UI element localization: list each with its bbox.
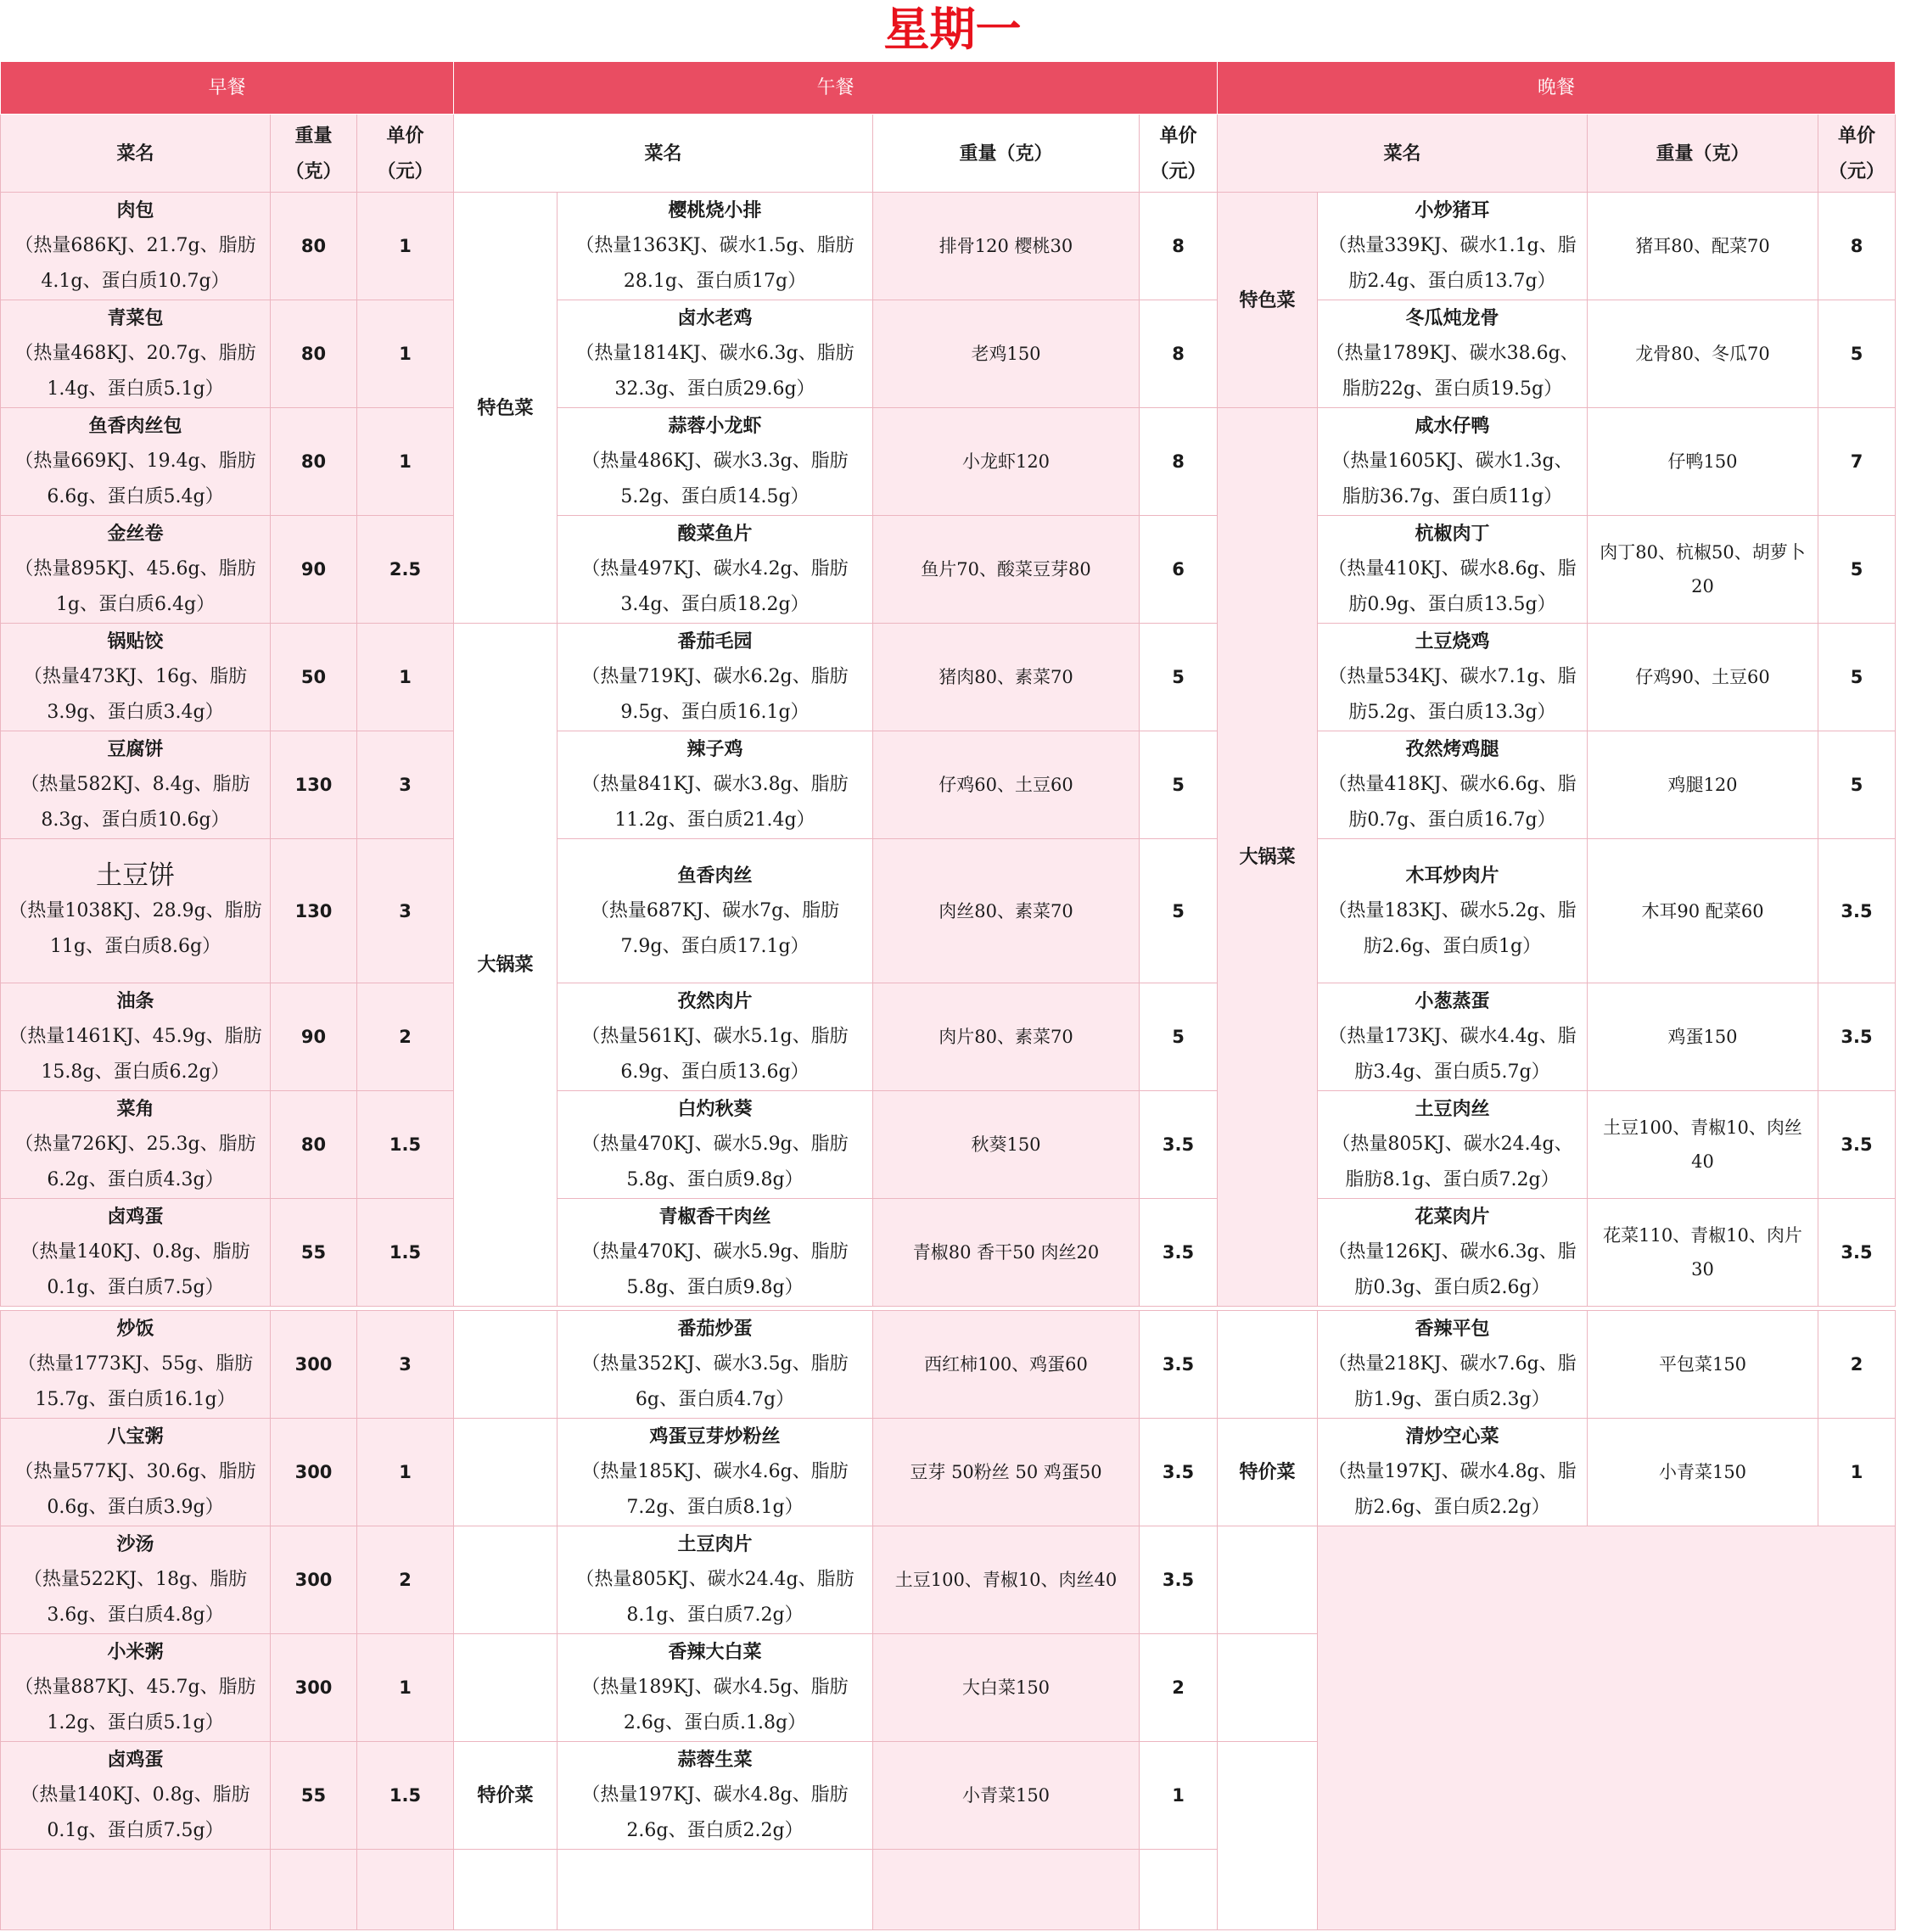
dinner-weight: 龙骨80、冬瓜70: [1588, 300, 1818, 408]
table-row: [1, 408, 1896, 516]
lunch-weight: 青椒80 香干50 肉丝20: [873, 1199, 1140, 1307]
breakfast-dish: [1, 624, 271, 731]
lunch-dish: [557, 983, 873, 1091]
dinner-weight: 鸡腿120: [1588, 731, 1818, 839]
breakfast-weight: 300: [271, 1526, 357, 1634]
lunch-price: 3.5: [1140, 1526, 1218, 1634]
lunch-price: 8: [1140, 193, 1218, 300]
breakfast-price: 2: [357, 983, 454, 1091]
dinner-dish: [1318, 408, 1588, 516]
table-row: [1, 983, 1896, 1091]
breakfast-price: 1.5: [357, 1199, 454, 1307]
lunch-dish: [557, 408, 873, 516]
dish-name: 八宝粥: [107, 1425, 164, 1448]
breakfast-price: 3: [357, 839, 454, 983]
dish-nutrition: （热量1814KJ、碳水6.3g、脂肪32.3g、蛋白质29.6g）: [575, 343, 854, 400]
dinner-category-special: 特色菜: [1218, 193, 1318, 408]
breakfast-weight: 130: [271, 839, 357, 983]
dish-name: 豆腐饼: [107, 738, 164, 760]
dish-nutrition: （热量183KJ、碳水5.2g、脂肪2.6g、蛋白质1g）: [1328, 899, 1577, 957]
dish-nutrition: （热量686KJ、21.7g、脂肪4.1g、蛋白质10.7g）: [14, 235, 256, 292]
dish-name: 土豆肉丝: [1415, 1098, 1490, 1120]
dish-nutrition: （热量577KJ、30.6g、脂肪0.6g、蛋白质3.9g）: [14, 1461, 256, 1518]
dish-name: 鱼香肉丝包: [88, 415, 182, 437]
dinner-price: 7: [1818, 408, 1896, 516]
breakfast-dish: [1, 1526, 271, 1634]
lunch-price: 3.5: [1140, 1419, 1218, 1526]
dinner-weight: 鸡蛋150: [1588, 983, 1818, 1091]
breakfast-dish: [1, 1634, 271, 1742]
dish-nutrition: （热量140KJ、0.8g、脂肪0.1g、蛋白质7.5g）: [20, 1241, 250, 1298]
dinner-weight: 土豆100、青椒10、肉丝40: [1588, 1091, 1818, 1199]
breakfast-price: 1.5: [357, 1091, 454, 1199]
dinner-empty-area: [1318, 1526, 1896, 1930]
breakfast-dish: [1, 300, 271, 408]
dish-nutrition: （热量534KJ、碳水7.1g、脂肪5.2g、蛋白质13.3g）: [1328, 666, 1577, 723]
breakfast-dish: [1, 1742, 271, 1850]
dish-name: 蒜蓉小龙虾: [668, 415, 762, 437]
dish-name: 鸡蛋豆芽炒粉丝: [649, 1425, 781, 1448]
dish-name: 冬瓜炖龙骨: [1405, 307, 1499, 329]
dish-nutrition: （热量470KJ、碳水5.9g、脂肪5.8g、蛋白质9.8g）: [581, 1241, 849, 1298]
lunch-dish: [557, 193, 873, 300]
dinner-price: 3.5: [1818, 1199, 1896, 1307]
lunch-weight: 肉丝80、素菜70: [873, 839, 1140, 983]
lunch-weight: 肉片80、素菜70: [873, 983, 1140, 1091]
lunch-weight: 猪肉80、素菜70: [873, 624, 1140, 731]
lunch-price: 3.5: [1140, 1199, 1218, 1307]
dinner-dish: [1318, 516, 1588, 624]
lunch-price: 5: [1140, 839, 1218, 983]
lunch-category-empty: [454, 1850, 557, 1930]
lunch-price: 5: [1140, 624, 1218, 731]
dish-name: 番茄炒蛋: [677, 1318, 753, 1340]
dinner-dish: [1318, 1311, 1588, 1419]
dish-name: 油条: [116, 990, 154, 1012]
breakfast-empty: [271, 1850, 357, 1930]
dish-name: 孜然烤鸡腿: [1405, 738, 1499, 760]
table-row: [1, 1311, 1896, 1419]
lunch-weight: 小青菜150: [873, 1742, 1140, 1850]
dish-name: 孜然肉片: [677, 990, 753, 1012]
dish-name: 辣子鸡: [686, 738, 743, 760]
lunch-category-empty: [454, 1419, 557, 1526]
dinner-price: 1: [1818, 1419, 1896, 1526]
dish-nutrition: （热量140KJ、0.8g、脂肪0.1g、蛋白质7.5g）: [20, 1784, 250, 1841]
lunch-empty: [557, 1850, 873, 1930]
breakfast-dish: [1, 1419, 271, 1526]
dish-name: 蒜蓉生菜: [677, 1749, 753, 1771]
dish-name: 酸菜鱼片: [677, 523, 753, 545]
dish-nutrition: （热量726KJ、25.3g、脂肪6.2g、蛋白质4.3g）: [14, 1134, 256, 1190]
breakfast-weight: 300: [271, 1419, 357, 1526]
dish-nutrition: （热量561KJ、碳水5.1g、脂肪6.9g、蛋白质13.6g）: [581, 1026, 849, 1083]
dish-nutrition: （热量418KJ、碳水6.6g、脂肪0.7g、蛋白质16.7g）: [1328, 774, 1577, 831]
dish-nutrition: （热量887KJ、45.7g、脂肪1.2g、蛋白质5.1g）: [14, 1677, 256, 1733]
breakfast-dish: [1, 1091, 271, 1199]
dinner-category-empty: [1218, 1634, 1318, 1742]
dish-name: 土豆肉片: [677, 1533, 753, 1555]
menu-table: [0, 61, 1896, 1307]
dish-nutrition: （热量1605KJ、碳水1.3g、脂肪36.7g、蛋白质11g）: [1331, 451, 1573, 507]
lunch-col-name: 菜名: [454, 115, 873, 193]
dish-name: 小炒猪耳: [1415, 199, 1490, 221]
dinner-price: 3.5: [1818, 983, 1896, 1091]
dish-nutrition: （热量687KJ、碳水7g、脂肪7.9g、蛋白质17.1g）: [590, 899, 840, 957]
lunch-price: 5: [1140, 731, 1218, 839]
lunch-weight: 秋葵150: [873, 1091, 1140, 1199]
dinner-weight: 木耳90 配菜60: [1588, 839, 1818, 983]
table-row: [1, 300, 1896, 408]
dish-name: 菜角: [116, 1098, 154, 1120]
lunch-price: 5: [1140, 983, 1218, 1091]
dinner-category-pot: 大锅菜: [1218, 408, 1318, 1307]
table-row: [1, 1419, 1896, 1526]
lunch-weight: 小龙虾120: [873, 408, 1140, 516]
dinner-header: 晚餐: [1218, 62, 1896, 115]
breakfast-weight: 80: [271, 300, 357, 408]
lunch-weight: 大白菜150: [873, 1634, 1140, 1742]
dish-name: 土豆饼: [96, 860, 175, 891]
lunch-category-empty: [454, 1526, 557, 1634]
breakfast-weight: 50: [271, 624, 357, 731]
breakfast-col-name: 菜名: [1, 115, 271, 193]
menu-table-cheap-section: [0, 1310, 1896, 1930]
lunch-dish: [557, 1526, 873, 1634]
dish-name: 番茄毛园: [677, 630, 753, 652]
breakfast-price: 2.5: [357, 516, 454, 624]
dish-nutrition: （热量486KJ、碳水3.3g、脂肪5.2g、蛋白质14.5g）: [581, 451, 849, 507]
meal-header-row: [1, 62, 1896, 115]
dish-nutrition: （热量218KJ、碳水7.6g、脂肪1.9g、蛋白质2.3g）: [1328, 1353, 1577, 1410]
lunch-price: 2: [1140, 1634, 1218, 1742]
dish-nutrition: （热量197KJ、碳水4.8g、脂肪2.6g、蛋白质2.2g）: [581, 1784, 849, 1841]
dish-name: 咸水仔鸭: [1415, 415, 1490, 437]
dish-nutrition: （热量468KJ、20.7g、脂肪1.4g、蛋白质5.1g）: [14, 343, 256, 400]
lunch-price: 3.5: [1140, 1091, 1218, 1199]
table-row: [1, 1091, 1896, 1199]
category-special: 特色菜: [454, 193, 557, 624]
dish-nutrition: （热量339KJ、碳水1.1g、脂肪2.4g、蛋白质13.7g）: [1328, 235, 1577, 292]
table-row: [1, 624, 1896, 731]
lunch-weight: 豆芽 50粉丝 50 鸡蛋50: [873, 1419, 1140, 1526]
lunch-dish: [557, 1419, 873, 1526]
dish-nutrition: （热量410KJ、碳水8.6g、脂肪0.9g、蛋白质13.5g）: [1328, 558, 1577, 615]
breakfast-empty: [1, 1850, 271, 1930]
dish-nutrition: （热量352KJ、碳水3.5g、脂肪6g、蛋白质4.7g）: [581, 1353, 849, 1410]
lunch-header: 午餐: [454, 62, 1218, 115]
breakfast-dish: [1, 1199, 271, 1307]
breakfast-dish: [1, 408, 271, 516]
dinner-weight: 小青菜150: [1588, 1419, 1818, 1526]
lunch-weight: 仔鸡60、土豆60: [873, 731, 1140, 839]
breakfast-dish: [1, 983, 271, 1091]
breakfast-col-price: 单价 （元）: [357, 115, 454, 193]
dinner-weight: 花菜110、青椒10、肉片30: [1588, 1199, 1818, 1307]
lunch-category-pot: 大锅菜: [454, 624, 557, 1307]
lunch-empty: [873, 1850, 1140, 1930]
breakfast-weight: 80: [271, 1091, 357, 1199]
dish-name: 鱼香肉丝: [677, 864, 753, 887]
dinner-col-price: 单价 （元）: [1818, 115, 1896, 193]
breakfast-price: 1.5: [357, 1742, 454, 1850]
dinner-weight: 猪耳80、配菜70: [1588, 193, 1818, 300]
dish-nutrition: （热量470KJ、碳水5.9g、脂肪5.8g、蛋白质9.8g）: [581, 1134, 849, 1190]
lunch-price: 8: [1140, 300, 1218, 408]
breakfast-col-weight: 重量 （克）: [271, 115, 357, 193]
dish-nutrition: （热量1038KJ、28.9g、脂肪11g、蛋白质8.6g）: [8, 899, 262, 957]
dinner-category-empty: [1218, 1526, 1318, 1634]
lunch-category-cheap: 特价菜: [454, 1742, 557, 1850]
dinner-category-cheap: 特价菜: [1218, 1419, 1318, 1526]
page-title: 星期一: [883, 3, 1022, 56]
lunch-price: 6: [1140, 516, 1218, 624]
dinner-dish: [1318, 983, 1588, 1091]
dish-nutrition: （热量522KJ、18g、脂肪3.6g、蛋白质4.8g）: [23, 1569, 248, 1626]
dish-name: 卤鸡蛋: [107, 1206, 164, 1228]
lunch-dish: [557, 839, 873, 983]
dish-nutrition: （热量719KJ、碳水6.2g、脂肪9.5g、蛋白质16.1g）: [581, 666, 849, 723]
dish-name: 小葱蒸蛋: [1415, 990, 1490, 1012]
dinner-weight: 平包菜150: [1588, 1311, 1818, 1419]
lunch-dish: [557, 1311, 873, 1419]
breakfast-weight: 55: [271, 1742, 357, 1850]
dinner-weight: 仔鸭150: [1588, 408, 1818, 516]
dish-nutrition: （热量805KJ、碳水24.4g、脂肪8.1g、蛋白质7.2g）: [1331, 1134, 1573, 1190]
lunch-dish: [557, 516, 873, 624]
dish-name: 杭椒肉丁: [1415, 523, 1490, 545]
dish-name: 金丝卷: [107, 523, 164, 545]
breakfast-weight: 55: [271, 1199, 357, 1307]
lunch-dish: [557, 1634, 873, 1742]
lunch-category-empty: [454, 1634, 557, 1742]
dish-nutrition: （热量1363KJ、碳水1.5g、脂肪28.1g、蛋白质17g）: [575, 235, 854, 292]
breakfast-weight: 130: [271, 731, 357, 839]
dish-name: 沙汤: [116, 1533, 154, 1555]
table-row: [1, 193, 1896, 300]
dish-nutrition: （热量189KJ、碳水4.5g、脂肪2.6g、蛋白质.1.8g）: [581, 1677, 849, 1733]
dinner-price: 8: [1818, 193, 1896, 300]
column-header-row: [1, 115, 1896, 193]
dinner-col-name: 菜名: [1218, 115, 1588, 193]
breakfast-weight: 80: [271, 408, 357, 516]
dinner-category-empty: [1218, 1311, 1318, 1419]
dish-nutrition: （热量197KJ、碳水4.8g、脂肪2.6g、蛋白质2.2g）: [1328, 1461, 1577, 1518]
dinner-dish: [1318, 193, 1588, 300]
lunch-col-price: 单价 （元）: [1140, 115, 1218, 193]
dish-nutrition: （热量1461KJ、45.9g、脂肪15.8g、蛋白质6.2g）: [8, 1026, 262, 1083]
lunch-dish: [557, 1199, 873, 1307]
dinner-col-weight: 重量（克）: [1588, 115, 1818, 193]
breakfast-price: 1: [357, 624, 454, 731]
lunch-price: 8: [1140, 408, 1218, 516]
dish-nutrition: （热量1789KJ、碳水38.6g、脂肪22g、蛋白质19.5g）: [1325, 343, 1579, 400]
lunch-price: 3.5: [1140, 1311, 1218, 1419]
breakfast-dish: [1, 839, 271, 983]
table-row: [1, 516, 1896, 624]
breakfast-price: 1: [357, 408, 454, 516]
table-row: [1, 1199, 1896, 1307]
dinner-dish: [1318, 1199, 1588, 1307]
dish-name: 青椒香干肉丝: [658, 1206, 771, 1228]
dish-name: 肉包: [116, 199, 154, 221]
breakfast-dish: [1, 193, 271, 300]
dish-nutrition: （热量841KJ、碳水3.8g、脂肪11.2g、蛋白质21.4g）: [581, 774, 849, 831]
dinner-category-empty: [1218, 1742, 1318, 1930]
dinner-price: 2: [1818, 1311, 1896, 1419]
dish-nutrition: （热量173KJ、碳水4.4g、脂肪3.4g、蛋白质5.7g）: [1328, 1026, 1577, 1083]
lunch-col-weight: 重量（克）: [873, 115, 1140, 193]
dinner-dish: [1318, 624, 1588, 731]
breakfast-empty: [357, 1850, 454, 1930]
breakfast-price: 3: [357, 731, 454, 839]
dish-name: 樱桃烧小排: [668, 199, 762, 221]
dish-name: 木耳炒肉片: [1405, 864, 1499, 887]
breakfast-price: 2: [357, 1526, 454, 1634]
lunch-dish: [557, 731, 873, 839]
dinner-price: 5: [1818, 300, 1896, 408]
dish-name: 青菜包: [107, 307, 164, 329]
dish-name: 香辣平包: [1415, 1318, 1490, 1340]
breakfast-weight: 300: [271, 1311, 357, 1419]
breakfast-price: 1: [357, 1634, 454, 1742]
lunch-dish: [557, 1742, 873, 1850]
dish-name: 锅贴饺: [107, 630, 164, 652]
dish-name: 土豆烧鸡: [1415, 630, 1490, 652]
dinner-dish: [1318, 1419, 1588, 1526]
dish-name: 小米粥: [107, 1641, 164, 1663]
breakfast-dish: [1, 516, 271, 624]
lunch-dish: [557, 1091, 873, 1199]
dish-nutrition: （热量669KJ、19.4g、脂肪6.6g、蛋白质5.4g）: [14, 451, 256, 507]
dish-nutrition: （热量473KJ、16g、脂肪3.9g、蛋白质3.4g）: [23, 666, 248, 723]
dish-nutrition: （热量582KJ、8.4g、脂肪8.3g、蛋白质10.6g）: [20, 774, 250, 831]
breakfast-price: 1: [357, 300, 454, 408]
lunch-weight: 鱼片70、酸菜豆芽80: [873, 516, 1140, 624]
dinner-weight: 肉丁80、杭椒50、胡萝卜20: [1588, 516, 1818, 624]
breakfast-weight: 90: [271, 983, 357, 1091]
dinner-dish: [1318, 839, 1588, 983]
lunch-weight: 排骨120 樱桃30: [873, 193, 1140, 300]
dish-name: 卤鸡蛋: [107, 1749, 164, 1771]
breakfast-dish: [1, 731, 271, 839]
dish-nutrition: （热量126KJ、碳水6.3g、脂肪0.3g、蛋白质2.6g）: [1328, 1241, 1577, 1298]
dish-name: 花菜肉片: [1415, 1206, 1490, 1228]
lunch-weight: 老鸡150: [873, 300, 1140, 408]
dinner-price: 3.5: [1818, 1091, 1896, 1199]
lunch-price: 1: [1140, 1742, 1218, 1850]
dinner-dish: [1318, 300, 1588, 408]
dish-name: 白灼秋葵: [677, 1098, 753, 1120]
breakfast-price: 3: [357, 1311, 454, 1419]
lunch-weight: 西红柿100、鸡蛋60: [873, 1311, 1140, 1419]
breakfast-weight: 90: [271, 516, 357, 624]
lunch-dish: [557, 624, 873, 731]
dinner-price: 5: [1818, 624, 1896, 731]
dinner-price: 5: [1818, 731, 1896, 839]
dish-nutrition: （热量185KJ、碳水4.6g、脂肪7.2g、蛋白质8.1g）: [581, 1461, 849, 1518]
lunch-dish: [557, 300, 873, 408]
lunch-category-empty: [454, 1311, 557, 1419]
table-row: [1, 1526, 1896, 1634]
dinner-dish: [1318, 731, 1588, 839]
dish-nutrition: （热量497KJ、碳水4.2g、脂肪3.4g、蛋白质18.2g）: [581, 558, 849, 615]
table-row: [1, 839, 1896, 983]
dinner-weight: 仔鸡90、土豆60: [1588, 624, 1818, 731]
dish-name: 香辣大白菜: [668, 1641, 762, 1663]
breakfast-weight: 80: [271, 193, 357, 300]
dish-nutrition: （热量1773KJ、55g、脂肪15.7g、蛋白质16.1g）: [17, 1353, 254, 1410]
dish-nutrition: （热量805KJ、碳水24.4g、脂肪8.1g、蛋白质7.2g）: [575, 1569, 854, 1626]
breakfast-dish: [1, 1311, 271, 1419]
dish-nutrition: （热量895KJ、45.6g、脂肪1g、蛋白质6.4g）: [14, 558, 256, 615]
dinner-price: 5: [1818, 516, 1896, 624]
table-row: [1, 731, 1896, 839]
dinner-price: 3.5: [1818, 839, 1896, 983]
dish-name: 卤水老鸡: [677, 307, 753, 329]
dish-name: 清炒空心菜: [1405, 1425, 1499, 1448]
breakfast-weight: 300: [271, 1634, 357, 1742]
dinner-dish: [1318, 1091, 1588, 1199]
lunch-weight: 土豆100、青椒10、肉丝40: [873, 1526, 1140, 1634]
dish-name: 炒饭: [116, 1318, 154, 1340]
breakfast-price: 1: [357, 193, 454, 300]
breakfast-header: 早餐: [1, 62, 454, 115]
breakfast-price: 1: [357, 1419, 454, 1526]
lunch-empty: [1140, 1850, 1218, 1930]
